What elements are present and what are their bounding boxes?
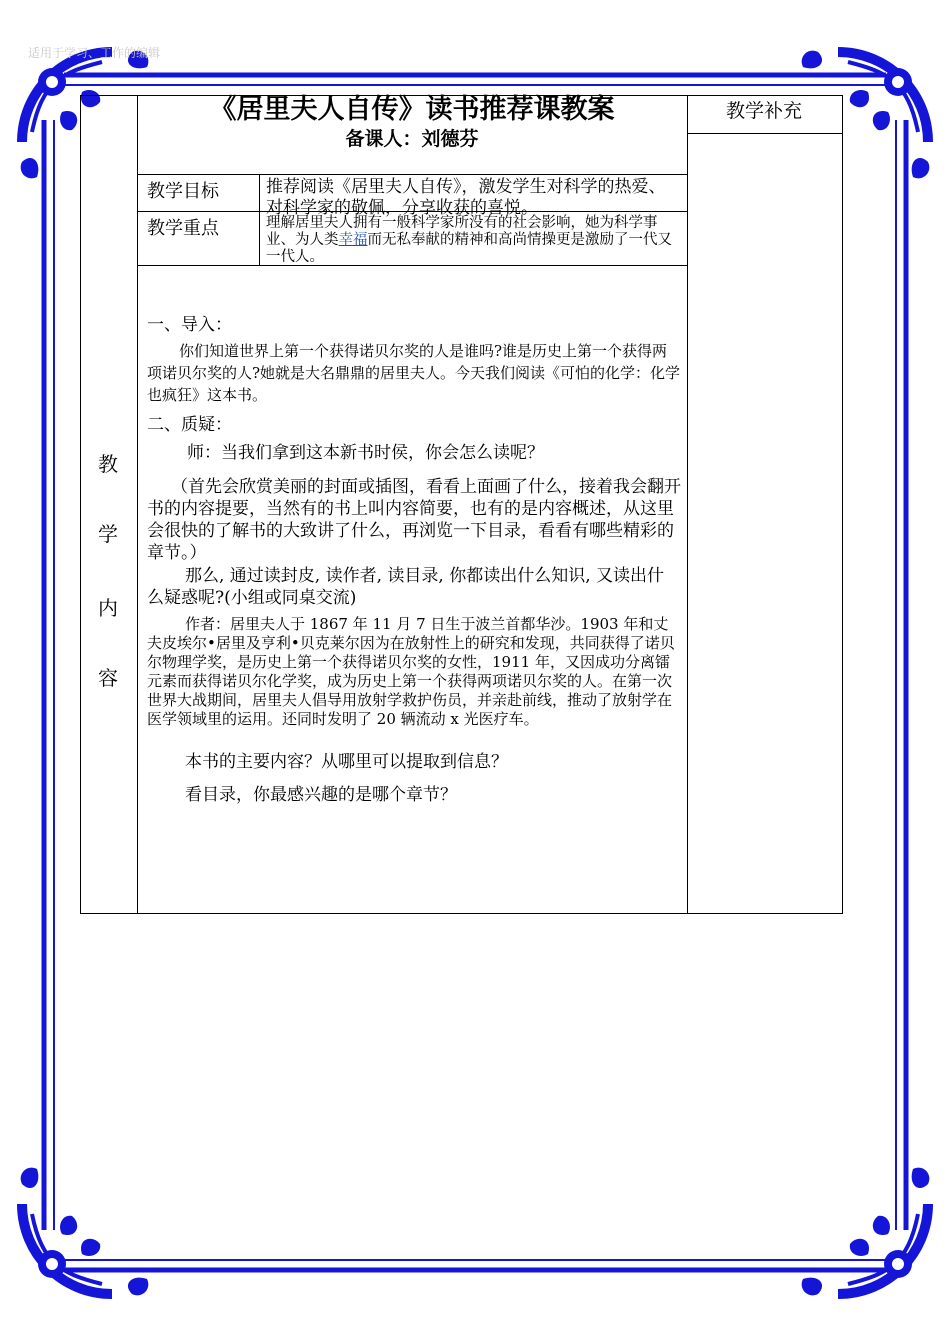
key-points-label: 教学重点 (147, 218, 219, 239)
page-title: 《居里夫人自传》读书推荐课教案 (209, 94, 615, 125)
paragraph-intro: 你们知道世界上第一个获得诺贝尔奖的人是谁吗?谁是历史上第一个获得两项诺贝尔奖的人?她就是大名鼎鼎的居里夫人。今天我们阅读《可怕的化学：化学也疯狂》这本书。 (147, 342, 681, 404)
paragraph-main-content: 本书的主要内容？从哪里可以提取到信息？ (185, 752, 508, 772)
author-line: 备课人：刘德芬 (345, 128, 479, 150)
vertical-label-char: 学 (98, 522, 118, 546)
paragraph-teacher-question: 师：当我们拿到这本新书时侯，你会怎么读呢？ (187, 443, 544, 463)
faint-header-text: 适用于学习、工作的编辑 (28, 46, 161, 60)
link-happiness[interactable]: 幸福 (338, 232, 368, 248)
section-heading-intro: 一、导入： (147, 315, 232, 335)
paragraph-table-of-contents: 看目录，你最感兴趣的是哪个章节？ (185, 785, 457, 805)
vertical-label-char: 容 (98, 666, 118, 690)
section-heading-questions: 二、质疑： (147, 415, 232, 435)
vertical-label-char: 教 (98, 452, 118, 476)
key-points-text: 理解居里夫人拥有一般科学家所没有的社会影响，她为科学事业、为人类幸福而无私奉献的精神和高尚情操更是激励了一代又一代人。 (266, 215, 672, 265)
vertical-label-char: 内 (98, 596, 118, 620)
paragraph-discussion: 那么, 通过读封皮, 读作者, 读目录, 你都读出什么知识, 又读出什么疑惑呢?(小组或同桌交流) (147, 566, 665, 608)
side-column-header: 教学补充 (725, 100, 802, 122)
goal-text: 推荐阅读《居里夫人自传》，激发学生对科学的热爱、对科学家的敬佩，分享收获的喜悦。 (266, 177, 666, 218)
goal-label: 教学目标 (147, 181, 219, 202)
paragraph-reading-steps: （首先会欣赏美丽的封面或插图，看看上面画了什么，接着我会翻开书的内容提要，当然有的书上叫内容简要，也有的是内容概述，从这里会很快的了解书的大致讲了什么，再浏览一下目录，看看有哪些精彩的章节。） (147, 477, 681, 563)
paragraph-author-bio: 作者：居里夫人于 1867 年 11 月 7 日生于波兰首都华沙。1903 年和丈夫皮埃尔•居里及亨利•贝克莱尔因为在放射性上的研究和发现，共同获得了诺贝尔物理学奖，是历史上第一个获得诺贝尔奖的女性，1911 年，又因成功分离镭元素而获得诺贝尔化学奖，成为历史上第一个获得两项诺贝尔奖的人。在第一次世界大战期间，居里夫人倡导用放射学救护伤员，并亲赴前线，推动了放射学在医学领域里的运用。还同时发明了 20 辆流动 x 光医疗车。 (147, 615, 675, 728)
